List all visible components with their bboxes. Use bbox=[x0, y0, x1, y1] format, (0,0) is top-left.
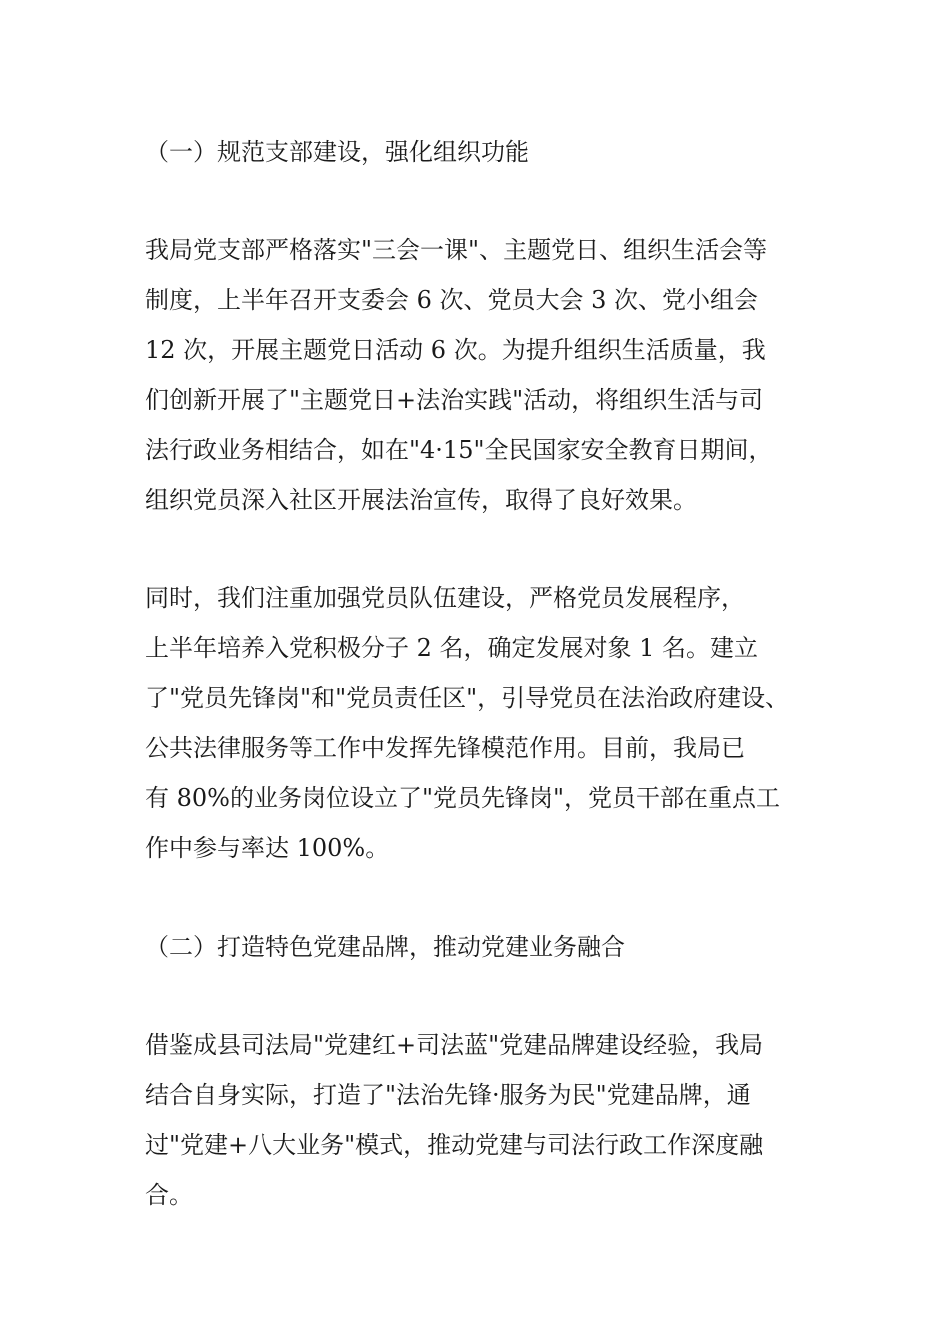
paragraph-line: 法行政业务相结合，如在"4·15"全民国家安全教育日期间， bbox=[145, 436, 773, 464]
paragraph-line: 过"党建+八大业务"模式，推动党建与司法行政工作深度融 bbox=[145, 1131, 764, 1159]
section-heading-1: （一）规范支部建设，强化组织功能 bbox=[145, 138, 529, 166]
paragraph-1 bbox=[145, 225, 825, 525]
paragraph-line: 12 次，开展主题党日活动 6 次。为提升组织生活质量，我 bbox=[145, 336, 766, 364]
paragraph-line: 我局党支部严格落实"三会一课"、主题党日、组织生活会等 bbox=[145, 236, 768, 264]
paragraph-line: 同时，我们注重加强党员队伍建设，严格党员发展程序， bbox=[145, 584, 745, 612]
paragraph-line: 上半年培养入党积极分子 2 名，确定发展对象 1 名。建立 bbox=[145, 634, 759, 662]
paragraph-2 bbox=[145, 573, 825, 873]
paragraph-line: 制度，上半年召开支委会 6 次、党员大会 3 次、党小组会 bbox=[145, 286, 759, 314]
section-heading-2: （二）打造特色党建品牌，推动党建业务融合 bbox=[145, 933, 625, 961]
paragraph-line: 了"党员先锋岗"和"党员责任区"，引导党员在法治政府建设、 bbox=[145, 684, 790, 712]
paragraph-line: 们创新开展了"主题党日+法治实践"活动，将组织生活与司 bbox=[145, 386, 764, 414]
paragraph-line: 公共法律服务等工作中发挥先锋模范作用。目前，我局已 bbox=[145, 734, 745, 762]
paragraph-line: 组织党员深入社区开展法治宣传，取得了良好效果。 bbox=[145, 486, 697, 514]
paragraph-line: 有 80%的业务岗位设立了"党员先锋岗"，党员干部在重点工 bbox=[145, 784, 781, 812]
paragraph-line: 作中参与率达 100%。 bbox=[145, 834, 390, 862]
paragraph-line: 借鉴成县司法局"党建红+司法蓝"党建品牌建设经验，我局 bbox=[145, 1031, 764, 1059]
paragraph-line: 结合自身实际，打造了"法治先锋·服务为民"党建品牌，通 bbox=[145, 1081, 751, 1109]
paragraph-line: 合。 bbox=[145, 1181, 193, 1209]
paragraph-3 bbox=[145, 1020, 825, 1220]
